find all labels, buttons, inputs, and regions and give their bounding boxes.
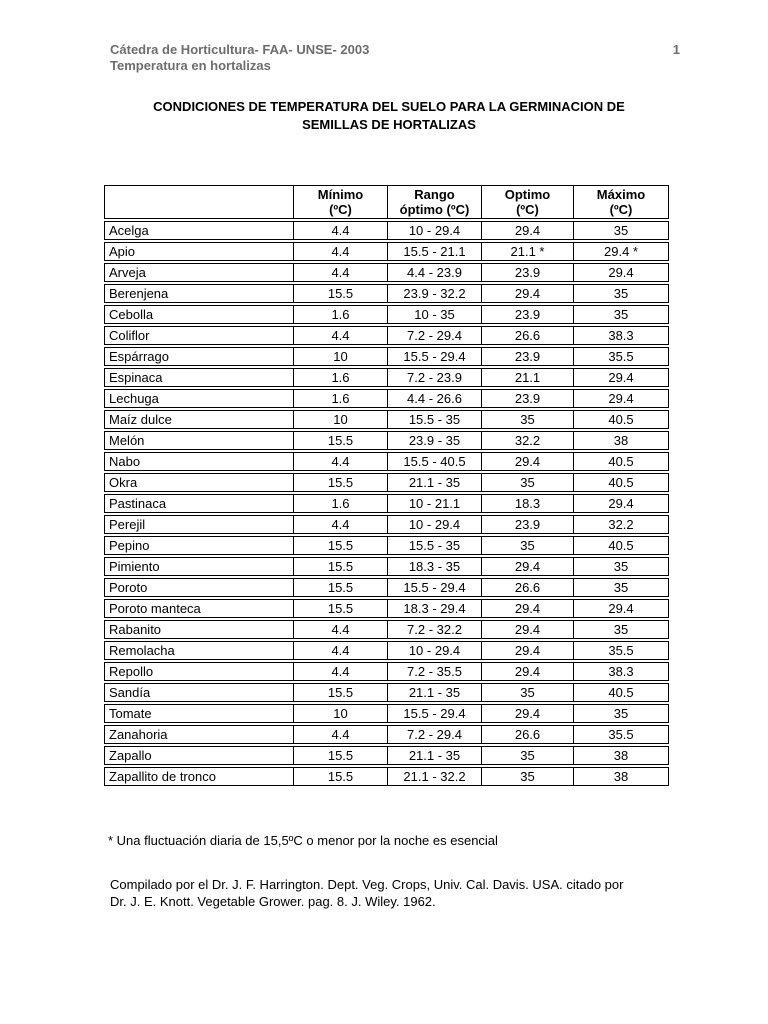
column-header-line-1: Optimo: [504, 187, 551, 202]
table-row: [104, 767, 669, 786]
crop-name-cell: Maíz dulce: [104, 410, 294, 429]
value-cell: 23.9: [482, 305, 574, 324]
crop-name-cell: Lechuga: [104, 389, 294, 408]
value-cell: 15.5 - 29.4: [388, 347, 482, 366]
temperature-table: [104, 183, 669, 788]
table-row: [104, 725, 669, 744]
value-cell: 29.4: [482, 620, 574, 639]
value-cell: 15.5 - 40.5: [388, 452, 482, 471]
table-row: [104, 536, 669, 555]
crop-name-cell: Cebolla: [104, 305, 294, 324]
value-cell: 29.4: [574, 263, 669, 282]
value-cell: 38: [574, 431, 669, 450]
value-cell: 15.5: [294, 284, 388, 303]
value-cell: 35.5: [574, 641, 669, 660]
value-cell: 23.9: [482, 347, 574, 366]
value-cell: 4.4: [294, 620, 388, 639]
value-cell: 18.3 - 35: [388, 557, 482, 576]
value-cell: 26.6: [482, 578, 574, 597]
value-cell: 35.5: [574, 347, 669, 366]
value-cell: 38.3: [574, 662, 669, 681]
value-cell: 38: [574, 767, 669, 786]
value-cell: 15.5: [294, 578, 388, 597]
value-cell: 29.4: [574, 368, 669, 387]
column-header: [104, 185, 294, 219]
crop-name-cell: Tomate: [104, 704, 294, 723]
value-cell: 10 - 29.4: [388, 641, 482, 660]
table-row: [104, 242, 669, 261]
crop-name-cell: Sandía: [104, 683, 294, 702]
column-header: [482, 185, 574, 219]
table-row: [104, 599, 669, 618]
table-row: [104, 452, 669, 471]
crop-name-cell: Espinaca: [104, 368, 294, 387]
table-row: [104, 557, 669, 576]
source-line-2: Dr. J. E. Knott. Vegetable Grower. pag. 8. J. Wiley. 1962.: [110, 894, 436, 909]
value-cell: 4.4: [294, 263, 388, 282]
value-cell: 32.2: [482, 431, 574, 450]
table-row: [104, 389, 669, 408]
value-cell: 35: [482, 536, 574, 555]
value-cell: 15.5: [294, 683, 388, 702]
table-row: [104, 431, 669, 450]
value-cell: 40.5: [574, 410, 669, 429]
table-row: [104, 473, 669, 492]
crop-name-cell: Poroto manteca: [104, 599, 294, 618]
value-cell: 15.5: [294, 746, 388, 765]
value-cell: 29.4: [482, 704, 574, 723]
value-cell: 29.4: [574, 389, 669, 408]
title-line-2: SEMILLAS DE HORTALIZAS: [302, 117, 476, 132]
column-header-line-2: (ºC): [516, 202, 539, 217]
value-cell: 15.5 - 35: [388, 536, 482, 555]
value-cell: 23.9: [482, 263, 574, 282]
value-cell: 4.4 - 26.6: [388, 389, 482, 408]
table-row: [104, 641, 669, 660]
table-body: [104, 221, 669, 786]
value-cell: 29.4: [482, 641, 574, 660]
table-row: [104, 620, 669, 639]
value-cell: 38: [574, 746, 669, 765]
table-row: [104, 578, 669, 597]
crop-name-cell: Pastinaca: [104, 494, 294, 513]
value-cell: 10: [294, 347, 388, 366]
table-header-row: [104, 185, 669, 219]
value-cell: 40.5: [574, 473, 669, 492]
value-cell: 1.6: [294, 305, 388, 324]
table-row: [104, 263, 669, 282]
footnote: * Una fluctuación diaria de 15,5ºC o menor por la noche es esencial: [108, 833, 498, 848]
table-row: [104, 683, 669, 702]
crop-name-cell: Poroto: [104, 578, 294, 597]
value-cell: 10 - 35: [388, 305, 482, 324]
table-row: [104, 494, 669, 513]
value-cell: 15.5: [294, 431, 388, 450]
crop-name-cell: Apio: [104, 242, 294, 261]
value-cell: 21.1 - 35: [388, 473, 482, 492]
value-cell: 35: [574, 704, 669, 723]
value-cell: 35: [574, 578, 669, 597]
value-cell: 29.4: [482, 557, 574, 576]
crop-name-cell: Zapallito de tronco: [104, 767, 294, 786]
value-cell: 15.5 - 35: [388, 410, 482, 429]
value-cell: 29.4: [482, 452, 574, 471]
value-cell: 21.1 - 35: [388, 746, 482, 765]
value-cell: 35: [574, 620, 669, 639]
crop-name-cell: Perejil: [104, 515, 294, 534]
value-cell: 15.5 - 29.4: [388, 578, 482, 597]
value-cell: 35: [574, 557, 669, 576]
value-cell: 35: [574, 284, 669, 303]
value-cell: 10 - 29.4: [388, 515, 482, 534]
value-cell: 29.4: [574, 599, 669, 618]
title-line-1: CONDICIONES DE TEMPERATURA DEL SUELO PARA LA GERMINACION DE: [153, 99, 625, 114]
value-cell: 26.6: [482, 725, 574, 744]
value-cell: 29.4: [482, 284, 574, 303]
value-cell: 40.5: [574, 683, 669, 702]
value-cell: 4.4: [294, 641, 388, 660]
table-row: [104, 662, 669, 681]
column-header-line-2: óptimo (ºC): [399, 202, 470, 217]
value-cell: 4.4: [294, 515, 388, 534]
value-cell: 21.1 *: [482, 242, 574, 261]
column-header-line-2: (ºC): [329, 202, 352, 217]
value-cell: 10: [294, 410, 388, 429]
value-cell: 7.2 - 29.4: [388, 326, 482, 345]
value-cell: 29.4: [482, 221, 574, 240]
header-course: Cátedra de Horticultura- FAA- UNSE- 2003: [110, 42, 370, 57]
column-header: [294, 185, 388, 219]
crop-name-cell: Berenjena: [104, 284, 294, 303]
column-header-line-1: Rango: [414, 187, 455, 202]
table-row: [104, 305, 669, 324]
value-cell: 4.4 - 23.9: [388, 263, 482, 282]
value-cell: 35: [574, 305, 669, 324]
column-header-line-1: Máximo: [596, 187, 646, 202]
value-cell: 1.6: [294, 494, 388, 513]
value-cell: 10: [294, 704, 388, 723]
value-cell: 15.5: [294, 473, 388, 492]
value-cell: 23.9 - 35: [388, 431, 482, 450]
value-cell: 15.5 - 21.1: [388, 242, 482, 261]
value-cell: 18.3 - 29.4: [388, 599, 482, 618]
crop-name-cell: Remolacha: [104, 641, 294, 660]
value-cell: 10 - 29.4: [388, 221, 482, 240]
value-cell: 4.4: [294, 662, 388, 681]
column-header: [574, 185, 669, 219]
page-number: 1: [672, 42, 680, 57]
value-cell: 10 - 21.1: [388, 494, 482, 513]
value-cell: 35: [574, 221, 669, 240]
value-cell: 15.5: [294, 767, 388, 786]
value-cell: 15.5: [294, 536, 388, 555]
crop-name-cell: Zanahoria: [104, 725, 294, 744]
table-row: [104, 746, 669, 765]
value-cell: 35: [482, 473, 574, 492]
column-header-line-2: (ºC): [609, 202, 633, 217]
value-cell: 4.4: [294, 242, 388, 261]
document-title: [108, 98, 670, 134]
value-cell: 21.1: [482, 368, 574, 387]
value-cell: 29.4 *: [574, 242, 669, 261]
value-cell: 7.2 - 35.5: [388, 662, 482, 681]
table-row: [104, 410, 669, 429]
crop-name-cell: Zapallo: [104, 746, 294, 765]
value-cell: 15.5 - 29.4: [388, 704, 482, 723]
value-cell: 40.5: [574, 536, 669, 555]
value-cell: 7.2 - 32.2: [388, 620, 482, 639]
value-cell: 21.1 - 35: [388, 683, 482, 702]
value-cell: 26.6: [482, 326, 574, 345]
table-header: [104, 185, 669, 219]
value-cell: 23.9: [482, 389, 574, 408]
value-cell: 35: [482, 767, 574, 786]
value-cell: 7.2 - 23.9: [388, 368, 482, 387]
crop-name-cell: Arveja: [104, 263, 294, 282]
crop-name-cell: Okra: [104, 473, 294, 492]
value-cell: 4.4: [294, 221, 388, 240]
crop-name-cell: Pimiento: [104, 557, 294, 576]
value-cell: 29.4: [482, 599, 574, 618]
value-cell: 4.4: [294, 326, 388, 345]
value-cell: 29.4: [574, 494, 669, 513]
value-cell: 35: [482, 683, 574, 702]
table-row: [104, 221, 669, 240]
value-cell: 40.5: [574, 452, 669, 471]
table-row: [104, 704, 669, 723]
value-cell: 7.2 - 29.4: [388, 725, 482, 744]
table-row: [104, 347, 669, 366]
value-cell: 21.1 - 32.2: [388, 767, 482, 786]
value-cell: 1.6: [294, 389, 388, 408]
crop-name-cell: Acelga: [104, 221, 294, 240]
table-row: [104, 284, 669, 303]
value-cell: 29.4: [482, 662, 574, 681]
value-cell: 1.6: [294, 368, 388, 387]
crop-name-cell: Pepino: [104, 536, 294, 555]
crop-name-cell: Repollo: [104, 662, 294, 681]
column-header: [388, 185, 482, 219]
value-cell: 35: [482, 746, 574, 765]
source-citation: [110, 876, 690, 910]
value-cell: 35.5: [574, 725, 669, 744]
crop-name-cell: Coliflor: [104, 326, 294, 345]
value-cell: 15.5: [294, 557, 388, 576]
column-header-line-1: Mínimo: [317, 187, 364, 202]
table-row: [104, 326, 669, 345]
page-header: [110, 42, 680, 74]
crop-name-cell: Espárrago: [104, 347, 294, 366]
header-topic: Temperatura en hortalizas: [110, 58, 271, 73]
value-cell: 38.3: [574, 326, 669, 345]
value-cell: 4.4: [294, 452, 388, 471]
table-row: [104, 515, 669, 534]
table-row: [104, 368, 669, 387]
crop-name-cell: Rabanito: [104, 620, 294, 639]
value-cell: 23.9: [482, 515, 574, 534]
value-cell: 18.3: [482, 494, 574, 513]
source-line-1: Compilado por el Dr. J. F. Harrington. Dept. Veg. Crops, Univ. Cal. Davis. USA. citado por: [110, 877, 624, 892]
value-cell: 4.4: [294, 725, 388, 744]
crop-name-cell: Melón: [104, 431, 294, 450]
value-cell: 32.2: [574, 515, 669, 534]
value-cell: 35: [482, 410, 574, 429]
crop-name-cell: Nabo: [104, 452, 294, 471]
value-cell: 23.9 - 32.2: [388, 284, 482, 303]
value-cell: 15.5: [294, 599, 388, 618]
